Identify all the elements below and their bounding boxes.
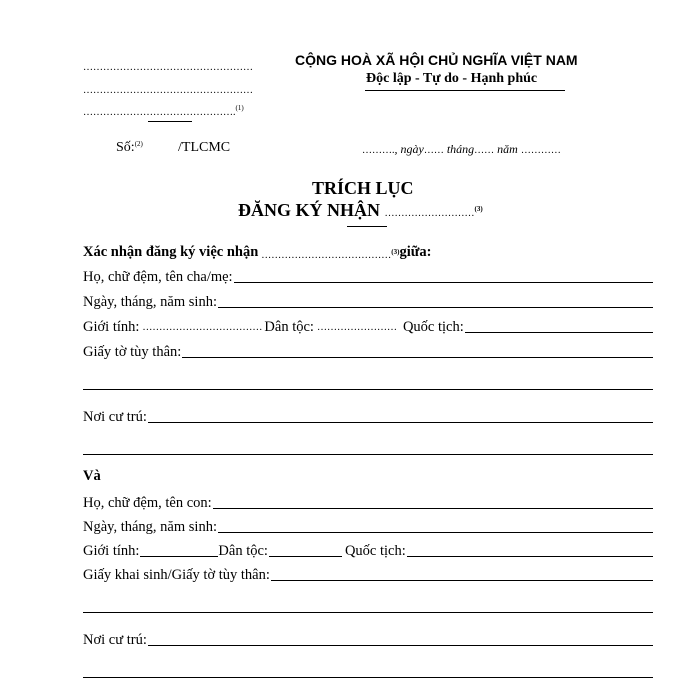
parent-name-field[interactable] bbox=[234, 282, 653, 283]
title-sup: (3) bbox=[474, 205, 483, 213]
child-dob-label: Ngày, tháng, năm sinh: bbox=[83, 519, 217, 535]
parent-nationality-field[interactable] bbox=[465, 332, 653, 333]
and-row bbox=[83, 467, 653, 485]
parent-residence-label: Nơi cư trú: bbox=[83, 409, 147, 425]
child-residence-field[interactable] bbox=[148, 645, 653, 646]
title-line-1: TRÍCH LỤC bbox=[312, 178, 414, 198]
parent-residence-row bbox=[83, 408, 653, 426]
parent-id-field-line-2[interactable] bbox=[83, 389, 653, 390]
org-sup: (1) bbox=[235, 104, 244, 112]
org-line-3-dots: ………………………………………. bbox=[83, 107, 236, 118]
date-ngay: , ngày bbox=[394, 142, 424, 156]
parent-nationality-label: Quốc tịch: bbox=[402, 319, 464, 335]
parent-residence-field-line-2[interactable] bbox=[83, 454, 653, 455]
intro-row bbox=[83, 243, 653, 261]
date-thang: tháng bbox=[446, 142, 475, 156]
parent-gender-label: Giới tính: bbox=[83, 319, 140, 335]
motto: Độc lập - Tự do - Hạnh phúc bbox=[366, 71, 538, 86]
parent-id-field[interactable] bbox=[182, 357, 653, 358]
child-dob-field[interactable] bbox=[218, 532, 653, 533]
intro-end: giữa: bbox=[399, 244, 432, 260]
child-name-row bbox=[83, 494, 653, 512]
org-line-1: …………………………………………… bbox=[83, 62, 253, 73]
child-id-row bbox=[83, 566, 653, 584]
child-id-field[interactable] bbox=[271, 580, 653, 581]
date-line bbox=[362, 142, 561, 157]
child-nationality-field[interactable] bbox=[407, 556, 653, 557]
so-sup: (2) bbox=[134, 140, 143, 148]
motto-underline bbox=[365, 90, 565, 91]
org-underline bbox=[148, 121, 192, 122]
parent-dob-label: Ngày, tháng, năm sinh: bbox=[83, 294, 217, 310]
child-gender-row bbox=[83, 542, 653, 560]
parent-gender-row bbox=[83, 318, 653, 336]
so-suffix: /TLCMC bbox=[178, 140, 231, 155]
child-gender-label: Giới tính: bbox=[83, 543, 140, 559]
title-line-2-text: ĐĂNG KÝ NHẬN bbox=[238, 200, 380, 220]
child-dob-row bbox=[83, 518, 653, 536]
parent-dob-row bbox=[83, 293, 653, 311]
child-id-field-line-2[interactable] bbox=[83, 612, 653, 613]
title-underline bbox=[347, 226, 387, 227]
date-dots-2: …… bbox=[474, 145, 495, 156]
child-ethnicity-label: Dân tộc: bbox=[218, 543, 268, 559]
date-nam: năm bbox=[497, 142, 518, 156]
document-number bbox=[116, 140, 143, 156]
and-label: Và bbox=[83, 468, 101, 484]
org-line-3 bbox=[83, 104, 244, 118]
parent-name-row bbox=[83, 268, 653, 286]
child-name-field[interactable] bbox=[213, 508, 653, 509]
child-gender-field[interactable] bbox=[140, 556, 218, 557]
child-residence-label: Nơi cư trú: bbox=[83, 632, 147, 648]
date-prefix: ………. bbox=[362, 145, 395, 156]
child-name-label: Họ, chữ đệm, tên con: bbox=[83, 495, 212, 511]
nation-title: CỘNG HOÀ XÃ HỘI CHỦ NGHĨA VIỆT NAM bbox=[295, 52, 578, 68]
child-ethnicity-field[interactable] bbox=[269, 556, 342, 557]
intro-sup: (3) bbox=[391, 248, 400, 256]
org-line-2: …………………………………………… bbox=[83, 85, 253, 96]
title-line-2 bbox=[238, 200, 483, 221]
parent-ethnicity-label: Dân tộc: bbox=[264, 319, 314, 335]
parent-id-row bbox=[83, 343, 653, 361]
intro-label: Xác nhận đăng ký việc nhận bbox=[83, 244, 259, 260]
date-dots-1: …… bbox=[423, 145, 444, 156]
title-line-2-dots: ……………………… bbox=[384, 208, 475, 219]
parent-dob-field[interactable] bbox=[218, 307, 653, 308]
child-id-label: Giấy khai sinh/Giấy tờ tùy thân: bbox=[83, 567, 270, 583]
parent-residence-field[interactable] bbox=[148, 422, 653, 423]
so-label: Số: bbox=[116, 140, 135, 155]
intro-dots: ………………………………… bbox=[261, 250, 392, 261]
child-residence-field-line-2[interactable] bbox=[83, 677, 653, 678]
parent-id-label: Giấy tờ tùy thân: bbox=[83, 344, 182, 360]
parent-gender-field[interactable]: ……………………………… bbox=[142, 322, 263, 333]
parent-name-label: Họ, chữ đệm, tên cha/mẹ: bbox=[83, 269, 233, 285]
child-nationality-label: Quốc tịch: bbox=[344, 543, 406, 559]
child-residence-row bbox=[83, 631, 653, 649]
parent-ethnicity-field[interactable]: …………………… bbox=[316, 322, 397, 333]
date-dots-3: ………… bbox=[520, 145, 561, 156]
